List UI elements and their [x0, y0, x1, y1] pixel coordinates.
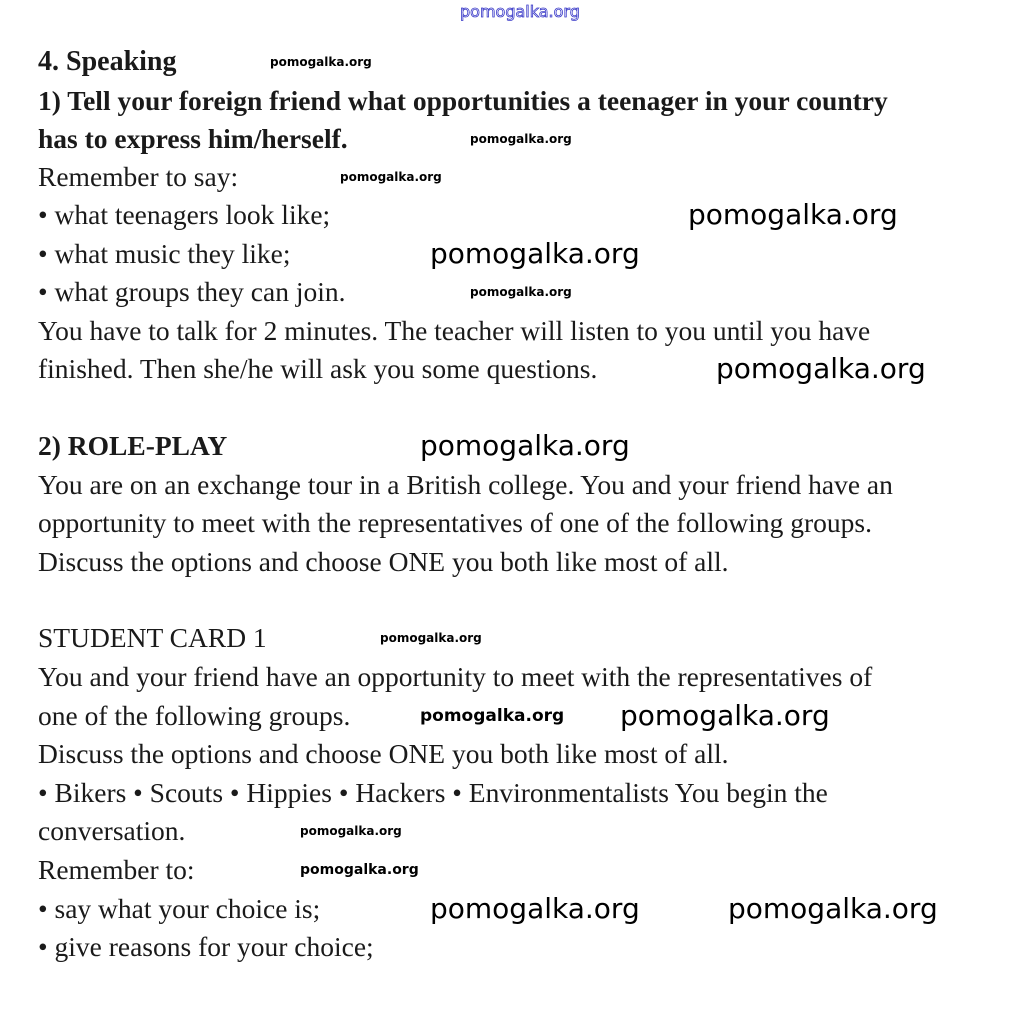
text-line: opportunity to meet with the representatives of one of the following groups. — [38, 507, 872, 538]
text-line: Discuss the options and choose ONE you both like most of all. — [38, 546, 729, 577]
watermark: pomogalka.org — [728, 892, 938, 925]
watermark: pomogalka.org — [716, 352, 926, 385]
card-heading: STUDENT CARD 1 — [38, 622, 267, 653]
watermark: pomogalka.org — [300, 824, 402, 838]
watermark: pomogalka.org — [430, 237, 640, 270]
text-line: Discuss the options and choose ONE you both like most of all. — [38, 738, 729, 769]
task-1-heading: 1) Tell your foreign friend what opportunities a teenager in your country — [38, 85, 888, 116]
task-2-heading: 2) ROLE-PLAY — [38, 430, 228, 461]
watermark: pomogalka.org — [688, 198, 898, 231]
text-line: You have to talk for 2 minutes. The teacher will listen to you until you have — [38, 315, 871, 346]
text-line: You are on an exchange tour in a British college. You and your friend have an — [38, 469, 893, 500]
text-line: conversation. — [38, 815, 186, 846]
watermark: pomogalka.org — [420, 429, 630, 462]
text-line: finished. Then she/he will ask you some questions. — [38, 353, 598, 384]
watermark: pomogalka.org — [300, 862, 419, 878]
bullet-item: • give reasons for your choice; — [38, 931, 374, 962]
watermark: pomogalka.org — [340, 170, 442, 184]
task-1-heading-cont: has to express him/herself. — [38, 123, 348, 154]
bullet-item: • what teenagers look like; — [38, 199, 331, 230]
header-watermark: pomogalka.org — [460, 2, 580, 21]
watermark: pomogalka.org — [430, 892, 640, 925]
watermark: pomogalka.org — [470, 285, 572, 299]
options-line: • Bikers • Scouts • Hippies • Hackers • Environmentalists You begin the — [38, 777, 828, 808]
watermark: pomogalka.org — [620, 699, 830, 732]
watermark: pomogalka.org — [380, 631, 482, 645]
bullet-item: • what music they like; — [38, 238, 291, 269]
section-heading: 4. Speaking — [38, 46, 177, 77]
bullet-item: • what groups they can join. — [38, 276, 346, 307]
text-line: one of the following groups. — [38, 700, 351, 731]
watermark: pomogalka.org — [470, 132, 572, 146]
text-line: You and your friend have an opportunity to meet with the representatives of — [38, 661, 873, 692]
watermark: pomogalka.org — [420, 706, 565, 726]
watermark: pomogalka.org — [270, 55, 372, 69]
text-line: Remember to say: — [38, 161, 239, 192]
text-line: Remember to: — [38, 854, 195, 885]
bullet-item: • say what your choice is; — [38, 893, 321, 924]
